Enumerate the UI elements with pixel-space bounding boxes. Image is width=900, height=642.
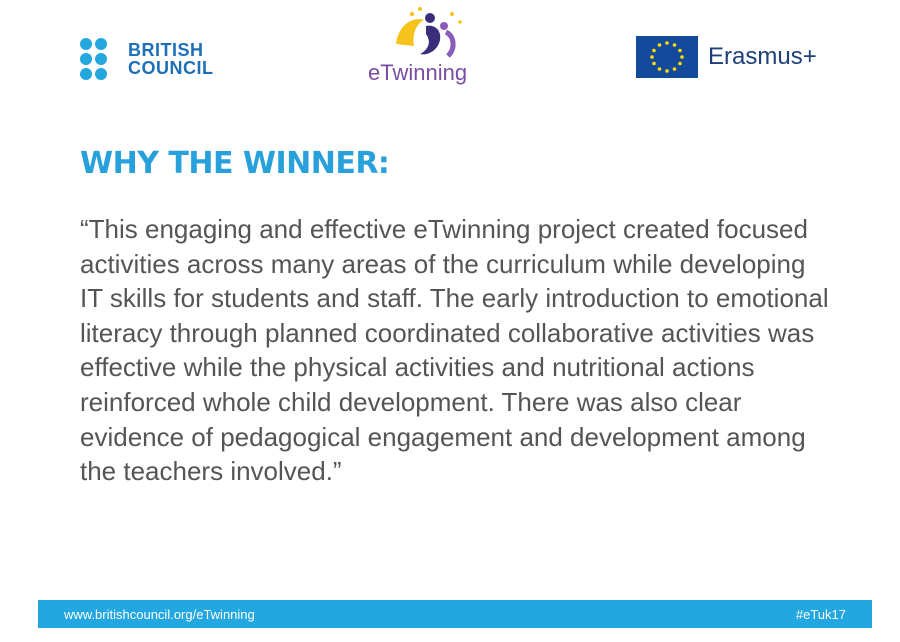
british-council-logo [80,38,214,80]
footer-bar [38,600,872,628]
etwinning-logo [368,6,488,88]
footer-hashtag: #eTuk17 [795,606,846,622]
footer-url: www.britishcouncil.org/eTwinning [64,606,255,622]
british-council-wordmark: BRITISH COUNCIL [128,40,214,78]
logo-bar [0,0,900,100]
erasmus-wordmark: Erasmus+ [708,43,817,70]
eu-flag-icon [636,36,698,78]
erasmus-logo [636,36,817,78]
british-council-dots-icon [80,38,122,80]
etwinning-figures-icon [390,6,470,60]
etwinning-wordmark: eTwinning [368,60,468,85]
page-title: WHY THE WINNER: [80,146,390,181]
winner-quote: “This engaging and effective eTwinning project created focused activities across many areas of the curriculum while developing IT skills for students and staff. The early introduction to emotional literacy through planned coordinated collaborative activities was effective while the physical activities and nutritional actions reinforced whole child development. There was also clear evidence of pedagogical engagement and development among the teachers involved.” [80,214,829,487]
